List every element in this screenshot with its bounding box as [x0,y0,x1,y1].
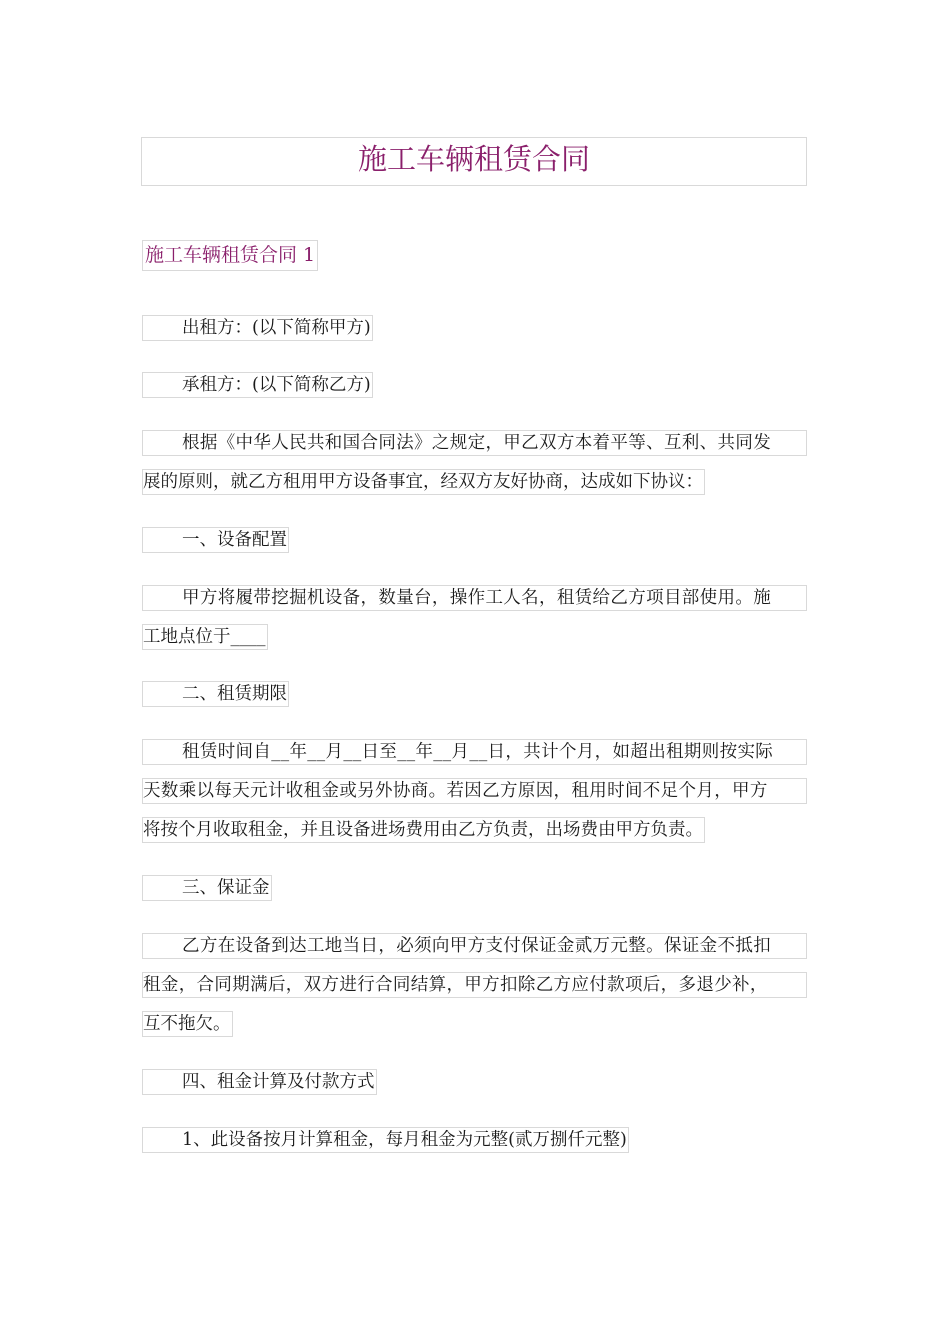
clause-2-line-1: 租赁时间自__年__月__日至__年__月__日，共计个月，如超出租期则按实际 [142,739,807,765]
lessee-line: 承租方：(以下简称乙方) [142,372,373,398]
clause-3-line-1: 乙方在设备到达工地当日，必须向甲方支付保证金贰万元整。保证金不抵扣 [142,933,807,959]
document-title: 施工车辆租赁合同 [141,137,807,186]
clause-heading-1: 一、设备配置 [142,527,289,553]
preamble-line-2: 展的原则，就乙方租用甲方设备事宜，经双方友好协商，达成如下协议： [142,469,705,495]
clause-2-line-2: 天数乘以每天元计收租金或另外协商。若因乙方原因，租用时间不足个月，甲方 [142,778,807,804]
preamble-line-1: 根据《中华人民共和国合同法》之规定，甲乙双方本着平等、互利、共同发 [142,430,807,456]
clause-3-line-3: 互不拖欠。 [142,1011,233,1037]
clause-1-line-2: 工地点位于____ [142,624,268,650]
clause-4-line-1: 1、此设备按月计算租金，每月租金为元整(贰万捌仟元整) [142,1127,629,1153]
section-heading: 施工车辆租赁合同 1 [142,240,318,271]
clause-3-line-2: 租金，合同期满后，双方进行合同结算，甲方扣除乙方应付款项后，多退少补， [142,972,807,998]
clause-2-line-3: 将按个月收取租金，并且设备进场费用由乙方负责，出场费由甲方负责。 [142,817,705,843]
clause-1-line-1: 甲方将履带挖掘机设备，数量台，操作工人名，租赁给乙方项目部使用。施 [142,585,807,611]
clause-heading-2: 二、租赁期限 [142,681,289,707]
clause-heading-3: 三、保证金 [142,875,272,901]
lessor-line: 出租方：(以下简称甲方) [142,315,373,341]
clause-heading-4: 四、租金计算及付款方式 [142,1069,377,1095]
